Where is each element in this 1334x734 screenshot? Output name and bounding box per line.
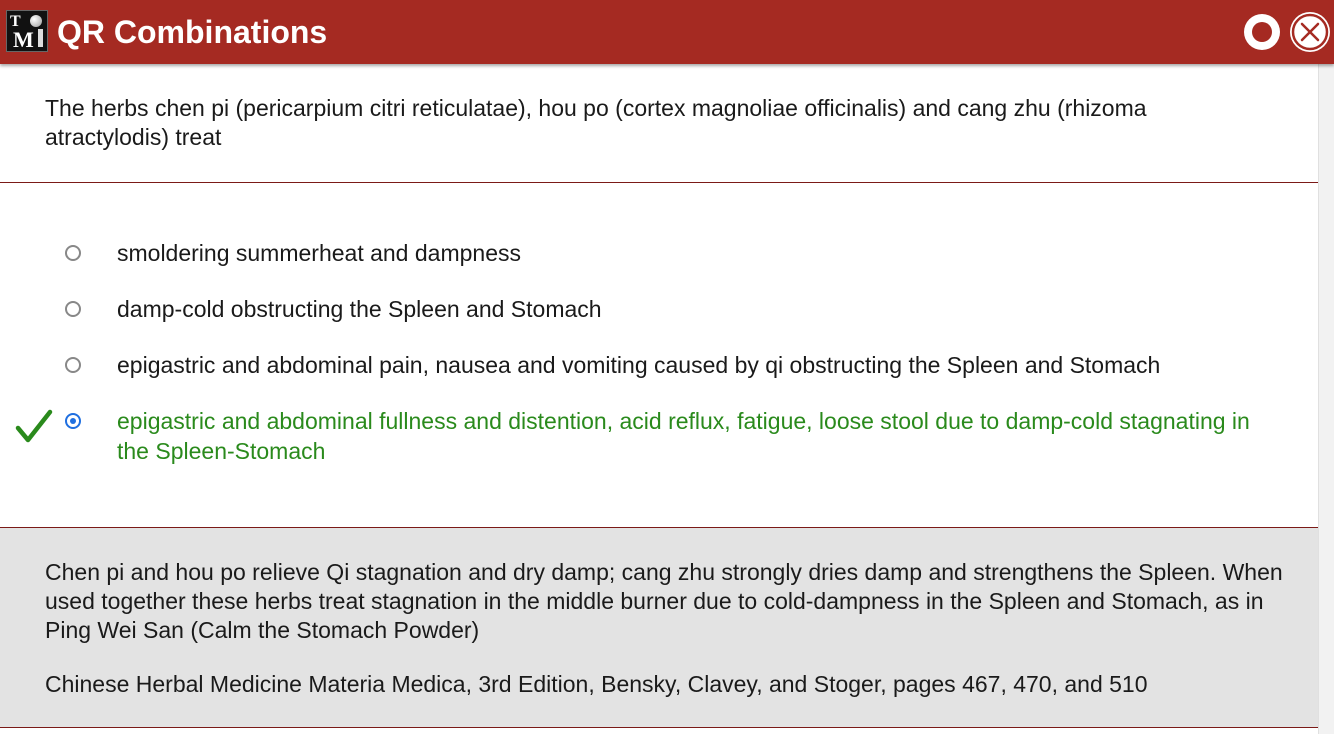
divider: [0, 727, 1318, 728]
answer-label: smoldering summerheat and dampness: [117, 240, 521, 266]
answer-list: [0, 183, 1318, 527]
explanation-panel: [0, 528, 1318, 727]
answer-label: epigastric and abdominal fullness and distention, acid reflux, fatigue, loose stool due to damp-cold stagnating in the Spleen-Stomach: [117, 408, 1250, 464]
explanation-text: Chen pi and hou po relieve Qi stagnation and dry damp; cang zhu strongly dries damp and strengthens the Spleen. When used together these herbs treat stagnation in the middle burner due to cold-dampness in the Spleen and Stomach, as in Ping Wei San (Calm the Stomach Powder): [45, 559, 1283, 643]
title-bar: [0, 0, 1334, 64]
radio-button[interactable]: [65, 301, 81, 317]
window-title: QR Combinations: [57, 14, 328, 50]
close-button[interactable]: [1290, 12, 1330, 52]
radio-button[interactable]: [65, 357, 81, 373]
answer-label: damp-cold obstructing the Spleen and Stomach: [117, 296, 602, 322]
radio-button-selected[interactable]: [65, 413, 81, 429]
tcm-logo-icon: T M: [6, 10, 48, 52]
reference-text: Chinese Herbal Medicine Materia Medica, 3rd Edition, Bensky, Clavey, and Stoger, pages 467, 470, and 510: [45, 671, 1148, 697]
check-icon: [14, 406, 54, 446]
answer-label: epigastric and abdominal pain, nausea and vomiting caused by qi obstructing the Spleen and Stomach: [117, 352, 1161, 378]
question-text: The herbs chen pi (pericarpium citri reticulatae), hou po (cortex magnoliae officinalis) and cang zhu (rhizoma atractylodis) treat: [45, 95, 1147, 150]
record-button[interactable]: [1244, 14, 1280, 50]
radio-button[interactable]: [65, 245, 81, 261]
scrollbar[interactable]: [1318, 64, 1334, 734]
close-icon: [1290, 12, 1330, 52]
